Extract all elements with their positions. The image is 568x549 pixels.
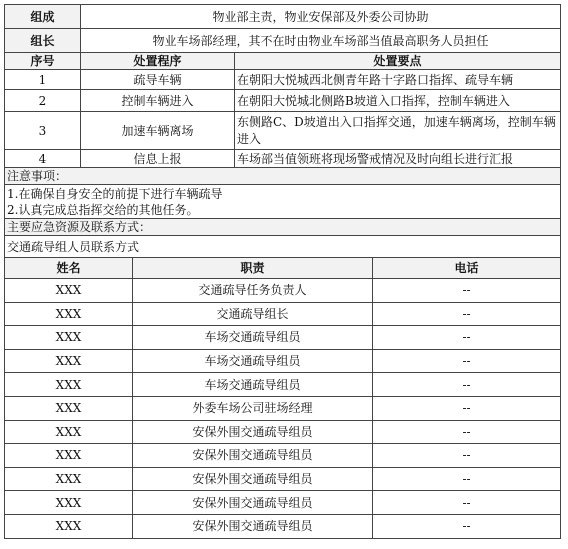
contact-phone: -- [373,373,561,397]
table-row [5,396,561,420]
contact-duty: 车场交通疏导组员 [133,349,373,373]
responsibility-value: 物业部主责，物业安保部及外委公司协助 [81,5,561,29]
contact-name: XXX [5,396,133,420]
table-row [5,150,561,168]
header-duty: 职责 [133,258,373,279]
procedure-table [4,4,561,258]
contact-phone: -- [373,420,561,444]
resources-title: 主要应急资源及联系方式： [5,219,561,236]
table-row [5,279,561,303]
contact-name: XXX [5,373,133,397]
contact-phone: -- [373,444,561,468]
contact-name: XXX [5,279,133,303]
table-row [5,349,561,373]
contact-duty: 车场交通疏导组员 [133,326,373,350]
contact-duty: 交通疏导组长 [133,302,373,326]
contact-phone: -- [373,349,561,373]
contact-name: XXX [5,349,133,373]
table-row [5,514,561,538]
table-row [5,112,561,150]
notes-title: 注意事项： [5,168,561,185]
leader-label: 组长 [5,29,81,53]
row-no: 2 [5,90,81,112]
row-point: 车场部当值领班将现场警戒情况及时向组长进行汇报 [235,150,561,168]
contact-phone: -- [373,279,561,303]
table-row [5,90,561,112]
note-item: 2.认真完成总指挥交给的其他任务。 [7,202,199,217]
table-row [5,326,561,350]
table-row [5,302,561,326]
contact-name: XXX [5,326,133,350]
row-no: 4 [5,150,81,168]
header-step: 处置程序 [81,53,235,70]
table-row [5,444,561,468]
row-step: 加速车辆离场 [81,112,235,150]
row-step: 疏导车辆 [81,70,235,90]
row-point: 在朝阳大悦城西北侧青年路十字路口指挥、疏导车辆 [235,70,561,90]
contact-phone: -- [373,302,561,326]
contact-duty: 车场交通疏导组员 [133,373,373,397]
table-row [5,491,561,515]
row-step: 信息上报 [81,150,235,168]
header-phone: 电话 [373,258,561,279]
contacts-table [4,257,561,539]
contact-phone: -- [373,326,561,350]
header-point: 处置要点 [235,53,561,70]
row-step: 控制车辆进入 [81,90,235,112]
row-point: 在朝阳大悦城北侧路B坡道入口指挥，控制车辆进入 [235,90,561,112]
contact-duty: 外委车场公司驻场经理 [133,396,373,420]
contact-name: XXX [5,420,133,444]
contact-duty: 安保外围交通疏导组员 [133,514,373,538]
contact-phone: -- [373,396,561,420]
row-point: 东侧路C、D坡道出入口指挥交通，加速车辆离场，控制车辆进入 [235,112,561,150]
contact-phone: -- [373,491,561,515]
header-name: 姓名 [5,258,133,279]
note-item: 1.在确保自身安全的前提下进行车辆疏导 [7,186,223,201]
table-row [5,467,561,491]
contact-phone: -- [373,467,561,491]
table-row [5,70,561,90]
contact-duty: 安保外围交通疏导组员 [133,491,373,515]
table-row [5,373,561,397]
contact-name: XXX [5,302,133,326]
table-row [5,420,561,444]
contact-phone: -- [373,514,561,538]
contact-duty: 交通疏导任务负责人 [133,279,373,303]
contact-name: XXX [5,514,133,538]
contact-duty: 安保外围交通疏导组员 [133,420,373,444]
contact-duty: 安保外围交通疏导组员 [133,467,373,491]
contacts-title: 交通疏导组人员联系方式 [5,236,561,258]
row-no: 1 [5,70,81,90]
contact-duty: 安保外围交通疏导组员 [133,444,373,468]
contact-name: XXX [5,444,133,468]
responsibility-label: 组成 [5,5,81,29]
contact-name: XXX [5,467,133,491]
row-no: 3 [5,112,81,150]
contact-name: XXX [5,491,133,515]
leader-value: 物业车场部经理，其不在时由物业车场部当值最高职务人员担任 [81,29,561,53]
notes-list [5,185,561,219]
header-no: 序号 [5,53,81,70]
